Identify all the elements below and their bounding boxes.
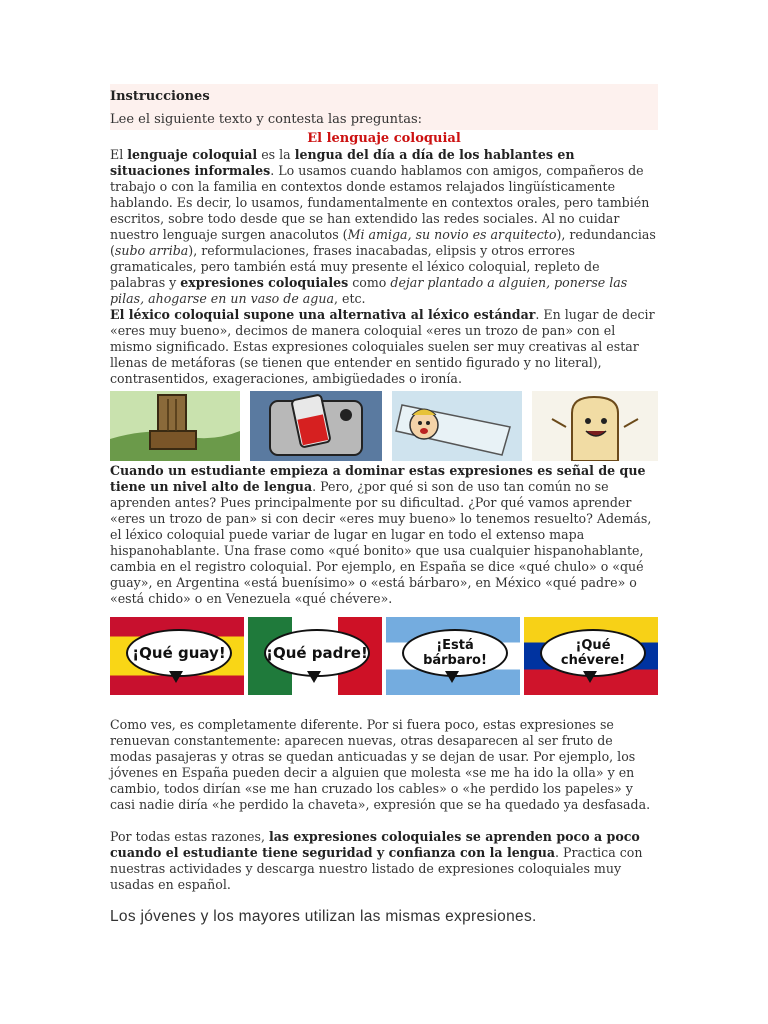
speech-bubble: ¡Qué padre! — [264, 629, 370, 677]
instructions-line: Lee el siguiente texto y contesta las preguntas: — [110, 112, 423, 127]
bold-text: lengua del día a día de los hablantes en situaciones informales — [110, 147, 575, 178]
speech-bubble-tail — [307, 671, 321, 683]
paragraph-1 — [110, 147, 658, 307]
bread-slice-character-illustration — [532, 391, 658, 461]
bold-text: lenguaje coloquial — [127, 147, 258, 162]
instructions-box — [110, 84, 658, 130]
bold-text: expresiones coloquiales — [180, 275, 349, 290]
paragraph-2 — [110, 307, 658, 387]
speech-bubble-tail — [169, 671, 183, 683]
illustration-row — [110, 391, 658, 461]
venezuela-flag-bubble — [524, 617, 658, 695]
text: . Lo usamos cuando hablamos con amigos, compañeros de trabajo o con la familia en contextos donde estamos relajados lingüísticamente hablando. Es decir, lo usamos, fundamentalmente en contextos orales, pero también escritos, sobre todo desde que se han extendido las redes sociales. Al no cuidar nuestro lenguaje surgen anacolutos ( — [110, 163, 650, 242]
mexico-flag-bubble — [248, 617, 382, 695]
italic-text: subo arriba — [114, 243, 189, 258]
text: Por todas estas razones, — [110, 829, 269, 844]
text: , etc. — [333, 291, 366, 306]
boy-in-glass-illustration — [392, 391, 522, 461]
text: El — [110, 147, 128, 162]
spain-flag-bubble — [110, 617, 244, 695]
bold-text: El léxico coloquial supone una alternativa al léxico estándar — [110, 307, 536, 322]
speech-bubble-tail — [583, 671, 597, 683]
document-page — [110, 84, 658, 893]
italic-text: Mi amiga, su novio es arquitecto — [347, 227, 557, 242]
text: es la — [257, 147, 295, 162]
speech-bubble: ¡Qué chévere! — [540, 629, 646, 677]
paragraph-3 — [110, 463, 658, 607]
text: . En lugar de decir «eres muy bueno», decimos de manera coloquial «eres un trozo de pan» con el mismo significado. Estas expresiones coloquiales suelen ser muy creativas al estar llenas de metáforas (se tienen que entender en sentido figurado y no literal), contrasentidos, exageraciones, ambigüedades o ironía. — [110, 307, 655, 386]
tree-stump-illustration — [110, 391, 240, 461]
question-statement: Los jóvenes y los mayores utilizan las mismas expresiones. — [110, 908, 537, 925]
article-title: El lenguaje coloquial — [307, 131, 461, 146]
speech-bubble: ¡Está bárbaro! — [402, 629, 508, 677]
bold-text: Cuando un estudiante empieza a dominar estas expresiones es señal de que tiene un nivel alto de lengua — [110, 463, 646, 494]
text: como — [348, 275, 391, 290]
flag-bubbles-row — [110, 617, 658, 695]
bold-text: las expresiones coloquiales se aprenden poco a poco cuando el estudiante tiene seguridad y confianza con la lengua — [110, 829, 640, 860]
paragraph-5 — [110, 829, 658, 893]
speech-bubble-tail — [445, 671, 459, 683]
speech-bubble: ¡Qué guay! — [126, 629, 232, 677]
text: . Pero, ¿por qué si son de uso tan común no se aprenden antes? Pues principalmente por su dificultad. ¿Por qué vamos aprender «eres un trozo de pan» si con decir «eres muy bueno» lo tenemos resuelto? Además, el léxico coloquial puede variar de lugar en lugar en todo el extenso mapa hispanohablante. Una frase como «qué bonito» que usa cualquier hispanohablante, cambia en el registro coloquial. Por ejemplo, en España se dice «qué chulo» o «qué guay», en Argentina «está buenísimo» o «está bárbaro», en México «qué padre» o «está chido» o en Venezuela «qué chévere». — [110, 479, 652, 606]
text: . Practica con nuestras actividades y descarga nuestro listado de expresiones coloquiales muy usadas en español. — [110, 845, 643, 892]
text: ), redundancias ( — [110, 227, 656, 258]
battery-character-illustration — [250, 391, 382, 461]
instructions-title: Instrucciones — [110, 89, 210, 104]
text: ), reformulaciones, frases inacabadas, elipsis y otros errores gramaticales, pero también está muy presente el léxico coloquial, repleto de palabras y — [110, 243, 600, 290]
argentina-flag-bubble — [386, 617, 520, 695]
italic-text: dejar plantado a alguien, ponerse las pilas, ahogarse en un vaso de agua — [110, 275, 628, 306]
paragraph-4: Como ves, es completamente diferente. Por si fuera poco, estas expresiones se renuevan constantemente: aparecen nuevas, otras desaparecen al ser fruto de modas pasajeras y otras se quedan anticuadas y se dejan de usar. Por ejemplo, los jóvenes en España pueden decir a alguien que molesta «se me ha ido la olla» y en cambio, todos dirían «se me han cruzado los cables» o «he perdido los papeles» y casi nadie diría «he perdido la chaveta», expresión que se ha quedado ya desfasada. — [110, 717, 651, 812]
